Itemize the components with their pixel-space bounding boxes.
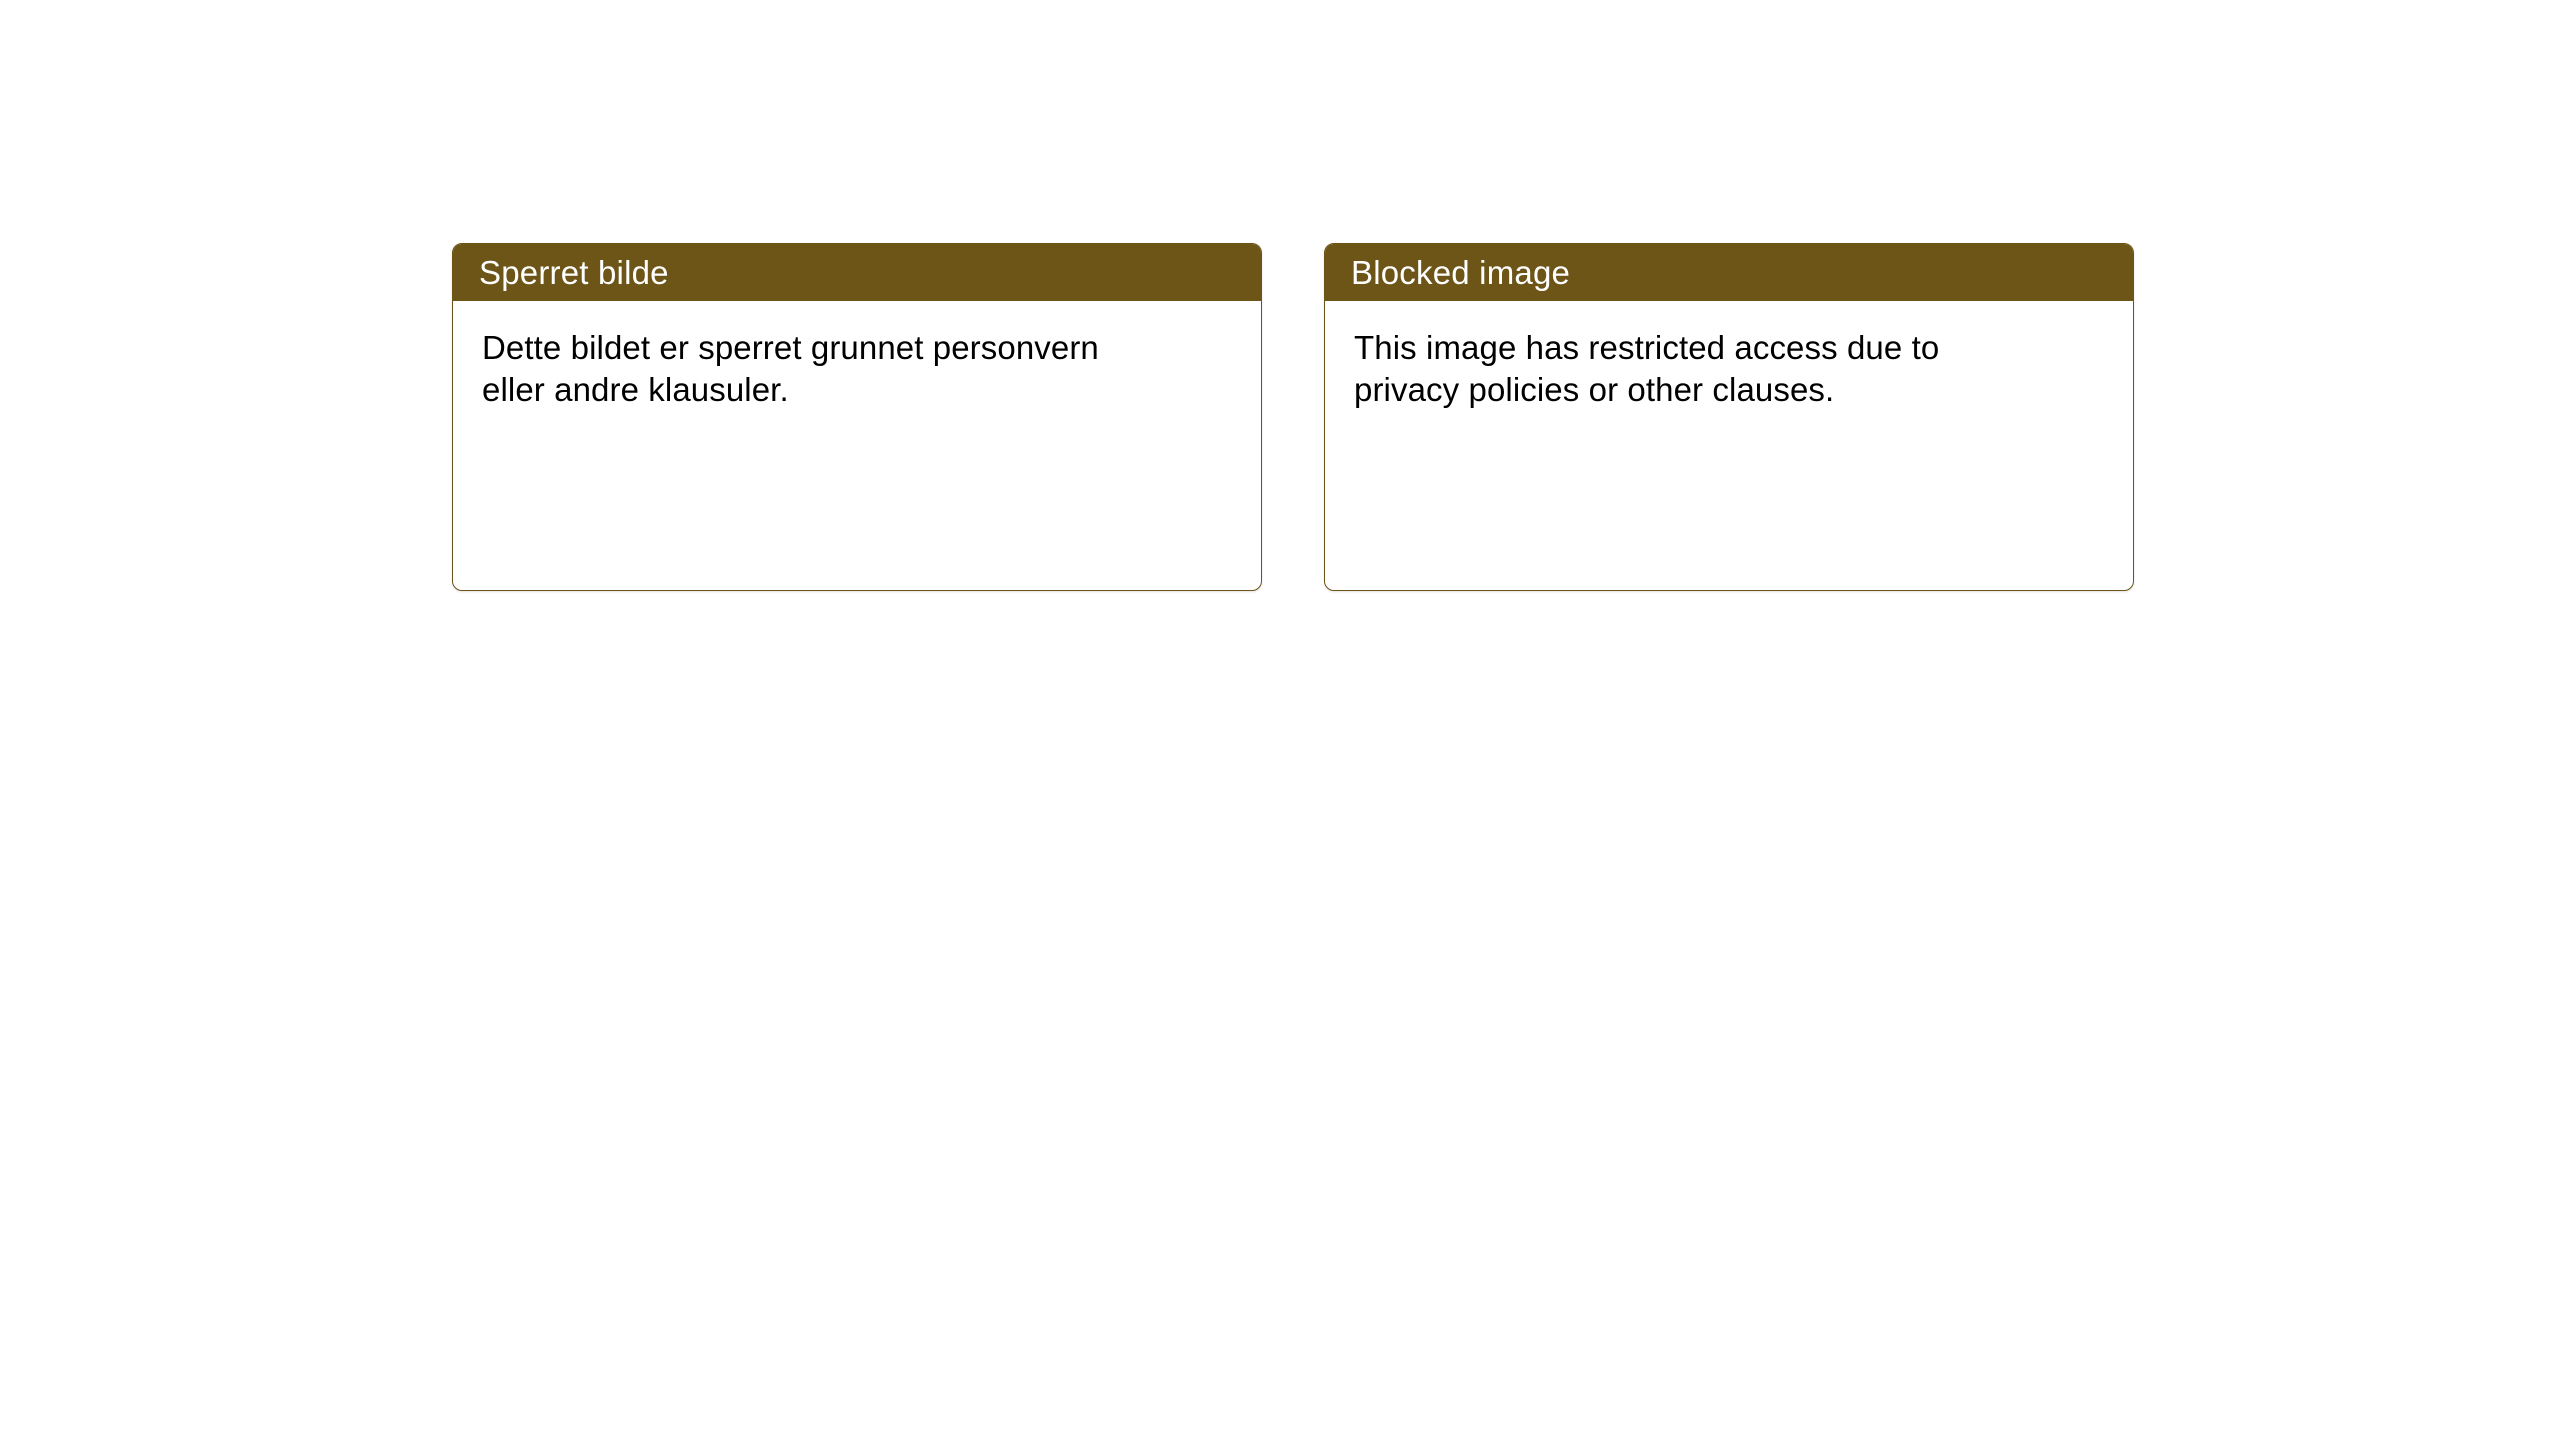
- notice-title-norwegian: Sperret bilde: [479, 253, 669, 291]
- notice-body-norwegian: [453, 301, 1261, 411]
- notice-header-norwegian: [453, 244, 1261, 301]
- notice-message-norwegian: Dette bildet er sperret grunnet personvern eller andre klausuler.: [482, 329, 1099, 409]
- notice-message-english: This image has restricted access due to privacy policies or other clauses.: [1354, 329, 1940, 409]
- notice-card-group: [452, 243, 2134, 591]
- notice-body-english: [1325, 301, 2133, 411]
- blocked-image-notice-norwegian: [452, 243, 1262, 591]
- notice-title-english: Blocked image: [1351, 253, 1571, 291]
- blocked-image-notice-english: [1324, 243, 2134, 591]
- notice-header-english: [1325, 244, 2133, 301]
